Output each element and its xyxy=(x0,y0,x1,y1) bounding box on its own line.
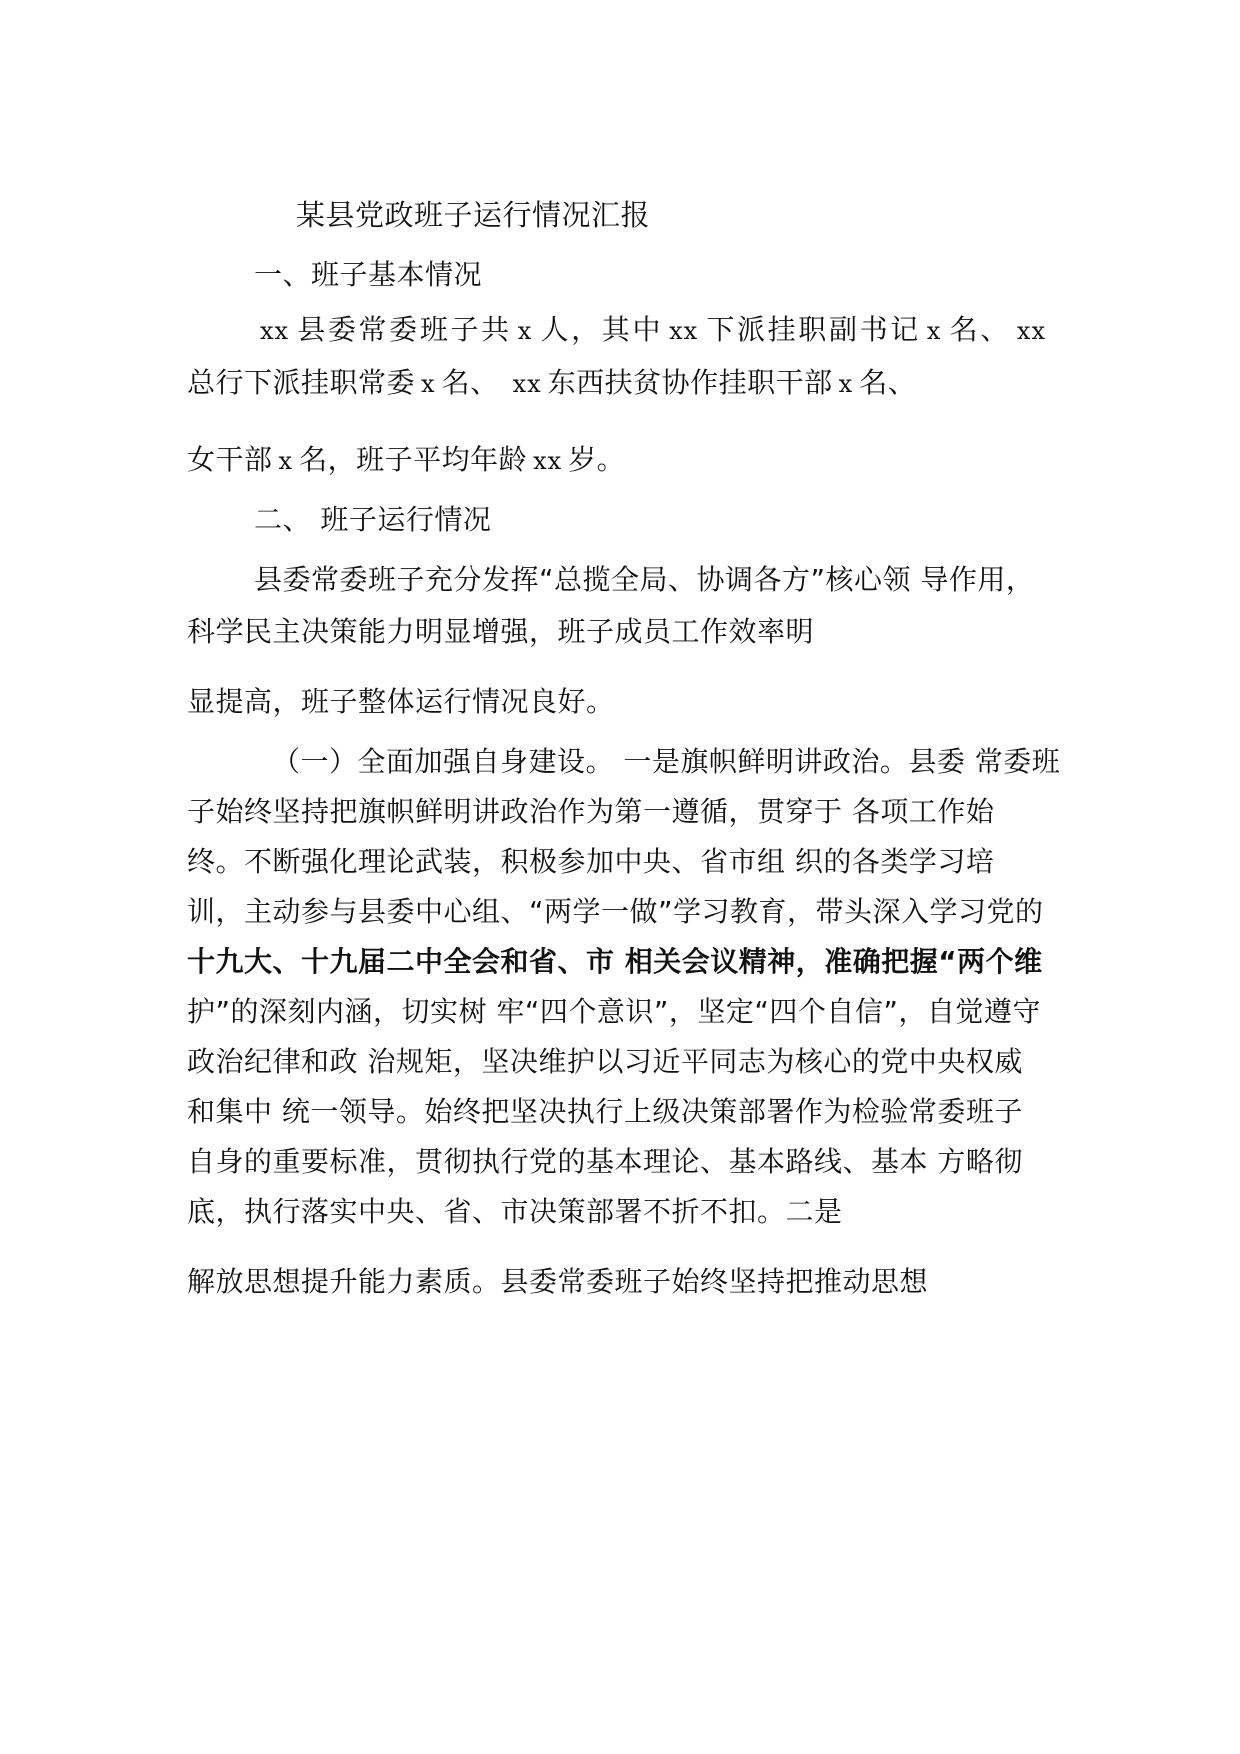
text-span: 县委常委班子共 xyxy=(295,313,512,346)
placeholder-text: x xyxy=(926,317,942,345)
text-span: 东西扶贫协作挂职干部 xyxy=(547,366,833,399)
placeholder-text: x xyxy=(517,317,533,345)
placeholder-text: xx xyxy=(669,317,699,345)
paragraph-line xyxy=(187,440,625,481)
paragraph-line: 子始终坚持把旗帜鲜明讲政治作为第一遵循，贯穿于 各项工作始 xyxy=(187,795,995,828)
paragraph-line: 训，主动参与县委中心组、“两学一做”学习教育，带头深入学习党的 xyxy=(187,895,1044,928)
paragraph-line: 科学民主决策能力明显增强，班子成员工作效率明 xyxy=(187,615,815,648)
paragraph-line: 显提高，班子整体运行情况良好。 xyxy=(187,685,615,718)
text-span: 下派挂职副书记 xyxy=(704,313,921,346)
paragraph-line: 十九大、十九届二中全会和省、市 相关会议精神，准确把握“两个维 xyxy=(187,945,1043,978)
section-heading-basic: 一、班子基本情况 xyxy=(254,258,483,291)
text-span: 名、 xyxy=(859,366,917,399)
placeholder-text: xx xyxy=(260,317,290,345)
text-span: 总行下派挂职常委 xyxy=(187,366,416,399)
paragraph-line: （一）全面加强自身建设。 一是旗帜鲜明讲政治。县委 常委班 xyxy=(272,745,1061,778)
text-span: 名，班子平均年龄 xyxy=(299,443,528,476)
placeholder-text: xx xyxy=(533,447,563,475)
placeholder-text: x xyxy=(838,370,854,398)
text-span: 女干部 xyxy=(187,443,273,476)
paragraph-line: 底，执行落实中央、省、市决策部署不折不扣。二是 xyxy=(187,1195,843,1228)
placeholder-text: x xyxy=(421,370,436,398)
paragraph-line xyxy=(254,310,1052,351)
paragraph-line: 政治纪律和政 治规矩，坚决维护以习近平同志为核心的党中央权威 xyxy=(187,1045,1023,1078)
placeholder-text: xx xyxy=(512,370,542,398)
section-heading-operation: 二、 班子运行情况 xyxy=(254,503,492,536)
text-span: 岁。 xyxy=(568,443,626,476)
paragraph-line: 护”的深刻内涵，切实树 牢“四个意识”，坚定“四个自信”，自觉遵守 xyxy=(187,995,1041,1028)
paragraph-line: 自身的重要标准，贯彻执行党的基本理论、基本路线、基本 方略彻 xyxy=(187,1145,1023,1178)
placeholder-text: x xyxy=(278,447,294,475)
paragraph-line: 县委常委班子充分发挥“总揽全局、协调各方”核心领 导作用， xyxy=(254,563,1035,596)
paragraph-line: 和集中 统一领导。始终把坚决执行上级决策部署作为检验常委班子 xyxy=(187,1095,1023,1128)
paragraph-line: 终。不断强化理论武装，积极参加中央、省市组 织的各类学习培 xyxy=(187,845,995,878)
document-title: 某县党政班子运行情况汇报 xyxy=(296,198,651,232)
text-span: 名、 xyxy=(947,313,1011,346)
placeholder-text: xx xyxy=(1016,317,1046,345)
text-span: 人，其中 xyxy=(538,313,664,346)
paragraph-line xyxy=(187,363,916,404)
paragraph-line: 解放思想提升能力素质。县委常委班子始终坚持把推动思想 xyxy=(187,1265,929,1298)
text-span: 名、 xyxy=(441,366,499,399)
